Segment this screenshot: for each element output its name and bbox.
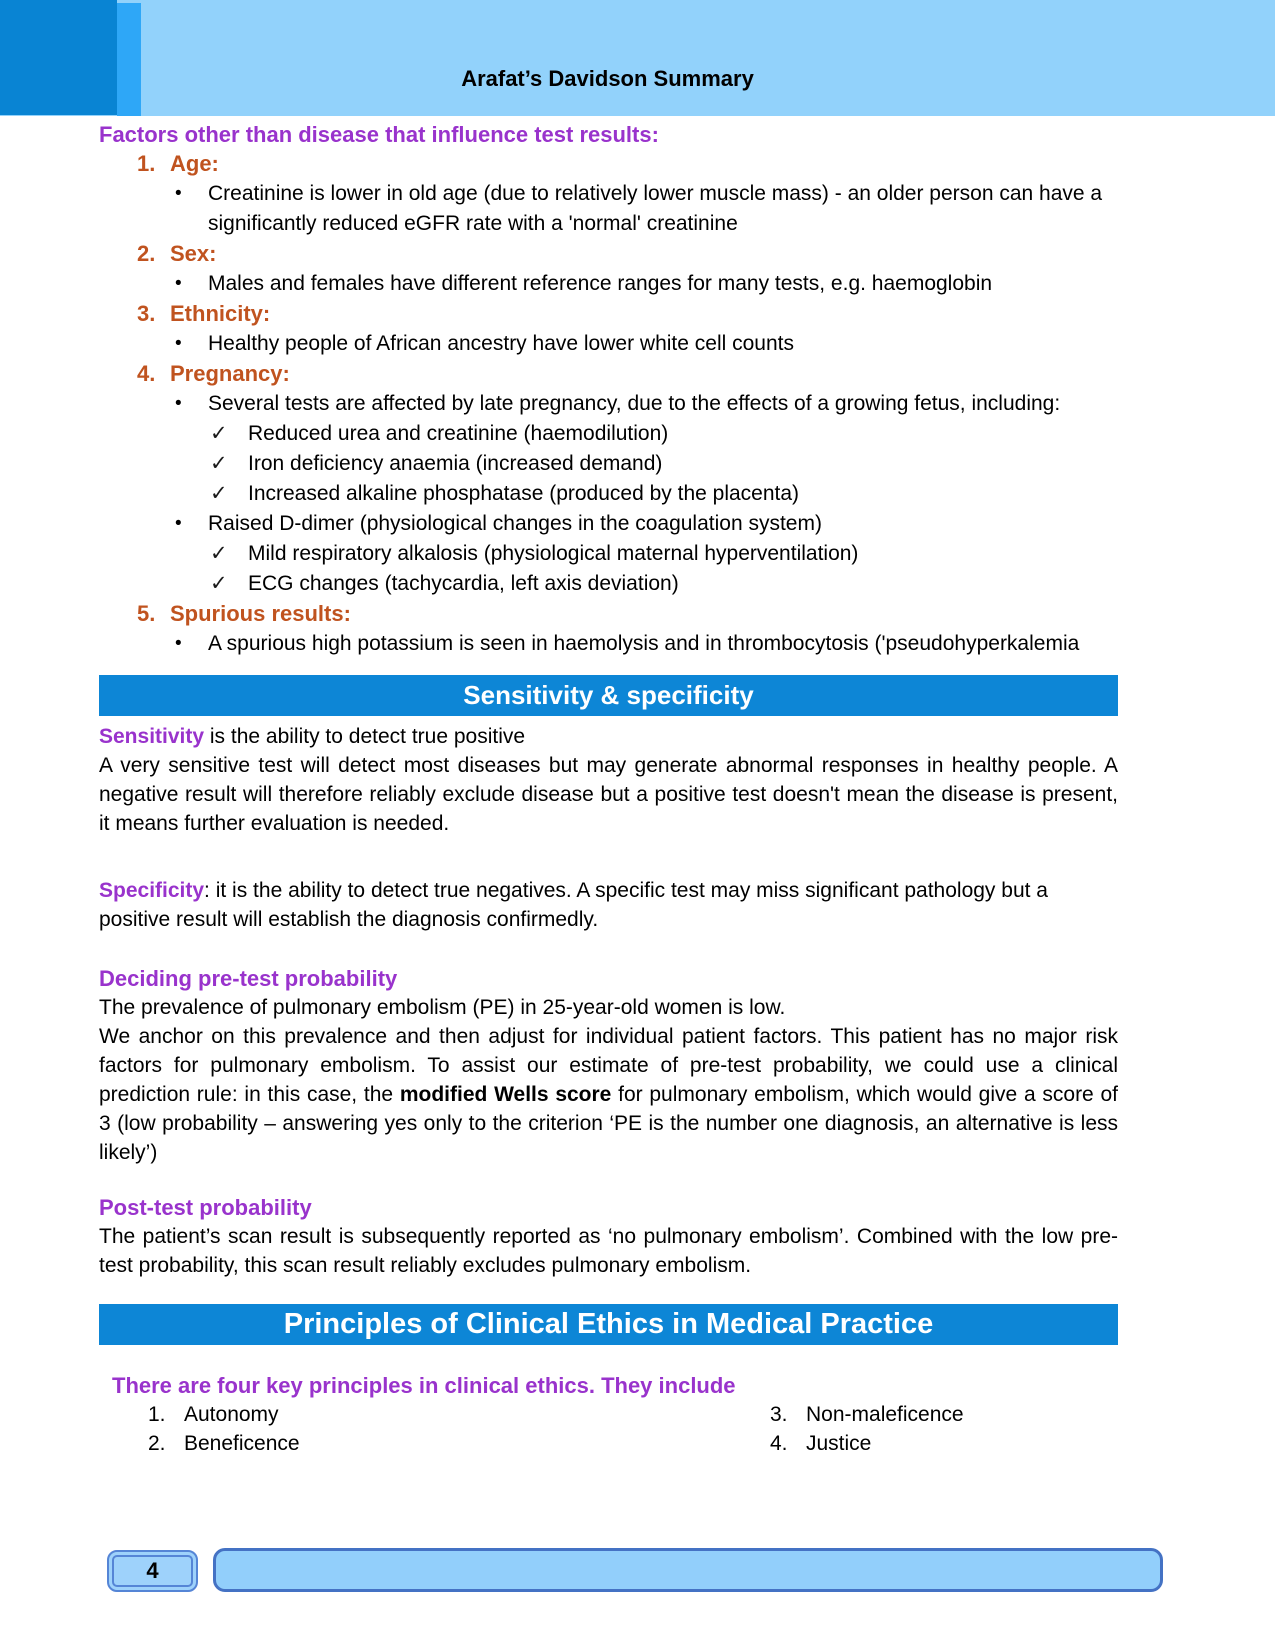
- item-label: Ethnicity:: [170, 301, 271, 326]
- check-text: ECG changes (tachycardia, left axis deviation): [248, 572, 679, 595]
- item-label: Justice: [806, 1432, 872, 1455]
- item-label: Age:: [170, 151, 219, 176]
- page-number-box: [107, 1550, 198, 1592]
- list-item-pregnancy: [99, 359, 1118, 389]
- item-number: 3.: [770, 1403, 788, 1426]
- posttest-paragraph: The patient’s scan result is subsequently reported as ‘no pulmonary embolism’. Combined with the low pre-test probability, this scan result reliably excludes pulmonary embolism.: [99, 1225, 1118, 1277]
- sensitivity-term: Sensitivity: [99, 725, 205, 748]
- item-number: 4.: [137, 361, 156, 386]
- item-number: 1.: [148, 1403, 166, 1426]
- item-label: Sex:: [170, 241, 217, 266]
- item-label: Non-maleficence: [806, 1403, 964, 1426]
- check-text: Mild respiratory alkalosis (physiological maternal hyperventilation): [248, 542, 859, 565]
- specificity-definition: [99, 876, 1118, 934]
- bullet-row: [99, 269, 1118, 299]
- item-number: 2.: [137, 241, 156, 266]
- check-text: Iron deficiency anaemia (increased demand): [248, 452, 663, 475]
- bullet-text: A spurious high potassium is seen in haemolysis and in thrombocytosis ('pseudohyperkalemia: [208, 632, 1080, 655]
- page-number: 4: [112, 1555, 193, 1587]
- header-dark-block: [0, 0, 117, 115]
- item-number: 2.: [148, 1432, 166, 1455]
- checkmark-icon: ✓: [210, 542, 228, 565]
- bullet-icon: •: [175, 513, 182, 534]
- bullet-text: Healthy people of African ancestry have lower white cell counts: [208, 332, 794, 355]
- pretest-text-after: for pulmonary embolism, which would give a score of 3 (low probability – answering yes only to the criterion ‘PE is the number one diagnosis, an alternative is less likely’): [99, 1083, 1119, 1164]
- ethics-principles-list: [99, 1400, 1118, 1458]
- ethics-column-right: [721, 1400, 1118, 1458]
- bullet-row: [99, 629, 1118, 659]
- bullet-row: [99, 509, 1118, 539]
- item-number: 3.: [137, 301, 156, 326]
- specificity-term: Specificity: [99, 879, 205, 902]
- posttest-heading: Post-test probability: [99, 1195, 312, 1220]
- item-label: Autonomy: [184, 1403, 279, 1426]
- checkmark-icon: ✓: [210, 452, 228, 475]
- pretest-heading: Deciding pre-test probability: [99, 966, 398, 991]
- bullet-icon: •: [175, 333, 182, 354]
- item-label: Pregnancy:: [170, 361, 290, 386]
- checkmark-icon: ✓: [210, 572, 228, 595]
- bullet-text: Raised D-dimer (physiological changes in the coagulation system): [208, 512, 822, 535]
- bullet-icon: •: [175, 273, 182, 294]
- factors-heading: Factors other than disease that influence test results:: [99, 122, 659, 147]
- check-row: [99, 449, 1118, 479]
- sensitivity-definition: [99, 722, 1118, 751]
- item-label: Spurious results:: [170, 601, 351, 626]
- check-text: Reduced urea and creatinine (haemodilution): [248, 422, 669, 445]
- ethics-item-autonomy: [148, 1400, 721, 1429]
- item-number: 1.: [137, 151, 156, 176]
- sensitivity-definition-text: is the ability to detect true positive: [204, 725, 526, 748]
- list-item-spurious-results: [99, 599, 1118, 629]
- check-row: [99, 419, 1118, 449]
- checkmark-icon: ✓: [210, 482, 228, 505]
- check-row: [99, 479, 1118, 509]
- header-accent-strip: [117, 3, 141, 116]
- ethics-intro: There are four key principles in clinical ethics. They include: [112, 1373, 736, 1398]
- check-row: [99, 569, 1118, 599]
- list-item-ethnicity: [99, 299, 1118, 329]
- bullet-icon: •: [175, 183, 182, 204]
- section-banner-clinical-ethics: Principles of Clinical Ethics in Medical Practice: [99, 1304, 1118, 1345]
- section-banner-sensitivity-specificity: Sensitivity & specificity: [99, 675, 1118, 716]
- bullet-row: [99, 389, 1118, 419]
- ethics-item-non-maleficence: [770, 1400, 1118, 1429]
- bullet-row: [99, 329, 1118, 359]
- check-row: [99, 539, 1118, 569]
- ethics-item-beneficence: [148, 1429, 721, 1458]
- checkmark-icon: ✓: [210, 422, 228, 445]
- specificity-definition-text: : it is the ability to detect true negatives. A specific test may miss significant pathology but a positive result will establish the diagnosis confirmedly.: [99, 879, 1048, 931]
- item-number: 4.: [770, 1432, 788, 1455]
- page-header: [0, 0, 1275, 116]
- pretest-text-before: We anchor on this prevalence and then adjust for individual patient factors. This patient has no major risk factors for pulmonary embolism. To assist our estimate of pre-test probability, we could use a clinical prediction rule: in this case, the: [99, 1025, 1118, 1106]
- bullet-icon: •: [175, 393, 182, 414]
- bullet-icon: •: [175, 633, 182, 654]
- wells-score-bold: modified Wells score: [399, 1083, 612, 1106]
- bullet-text: Males and females have different reference ranges for many tests, e.g. haemoglobin: [208, 272, 993, 295]
- bullet-text: Several tests are affected by late pregnancy, due to the effects of a growing fetus, including:: [208, 392, 1061, 415]
- pretest-line: The prevalence of pulmonary embolism (PE) in 25-year-old women is low.: [99, 996, 786, 1019]
- sensitivity-paragraph: A very sensitive test will detect most diseases but may generate abnormal responses in healthy people. A negative result will therefore reliably exclude disease but a positive test doesn't mean the disease is present, it means further evaluation is needed.: [99, 754, 1118, 835]
- list-item-sex: [99, 239, 1118, 269]
- list-item-age: [99, 149, 1118, 179]
- check-text: Increased alkaline phosphatase (produced by the placenta): [248, 482, 800, 505]
- bullet-text: Creatinine is lower in old age (due to relatively lower muscle mass) - an older person can have a significantly reduced eGFR rate with a 'normal' creatinine: [208, 182, 1103, 235]
- ethics-column-left: [99, 1400, 721, 1458]
- pretest-paragraph: [99, 1022, 1118, 1167]
- item-number: 5.: [137, 601, 156, 626]
- footer-bar: [213, 1548, 1163, 1592]
- page-content: [0, 120, 1275, 1458]
- item-label: Beneficence: [184, 1432, 300, 1455]
- bullet-row: [99, 179, 1118, 239]
- document-title: Arafat’s Davidson Summary: [461, 66, 754, 91]
- ethics-item-justice: [770, 1429, 1118, 1458]
